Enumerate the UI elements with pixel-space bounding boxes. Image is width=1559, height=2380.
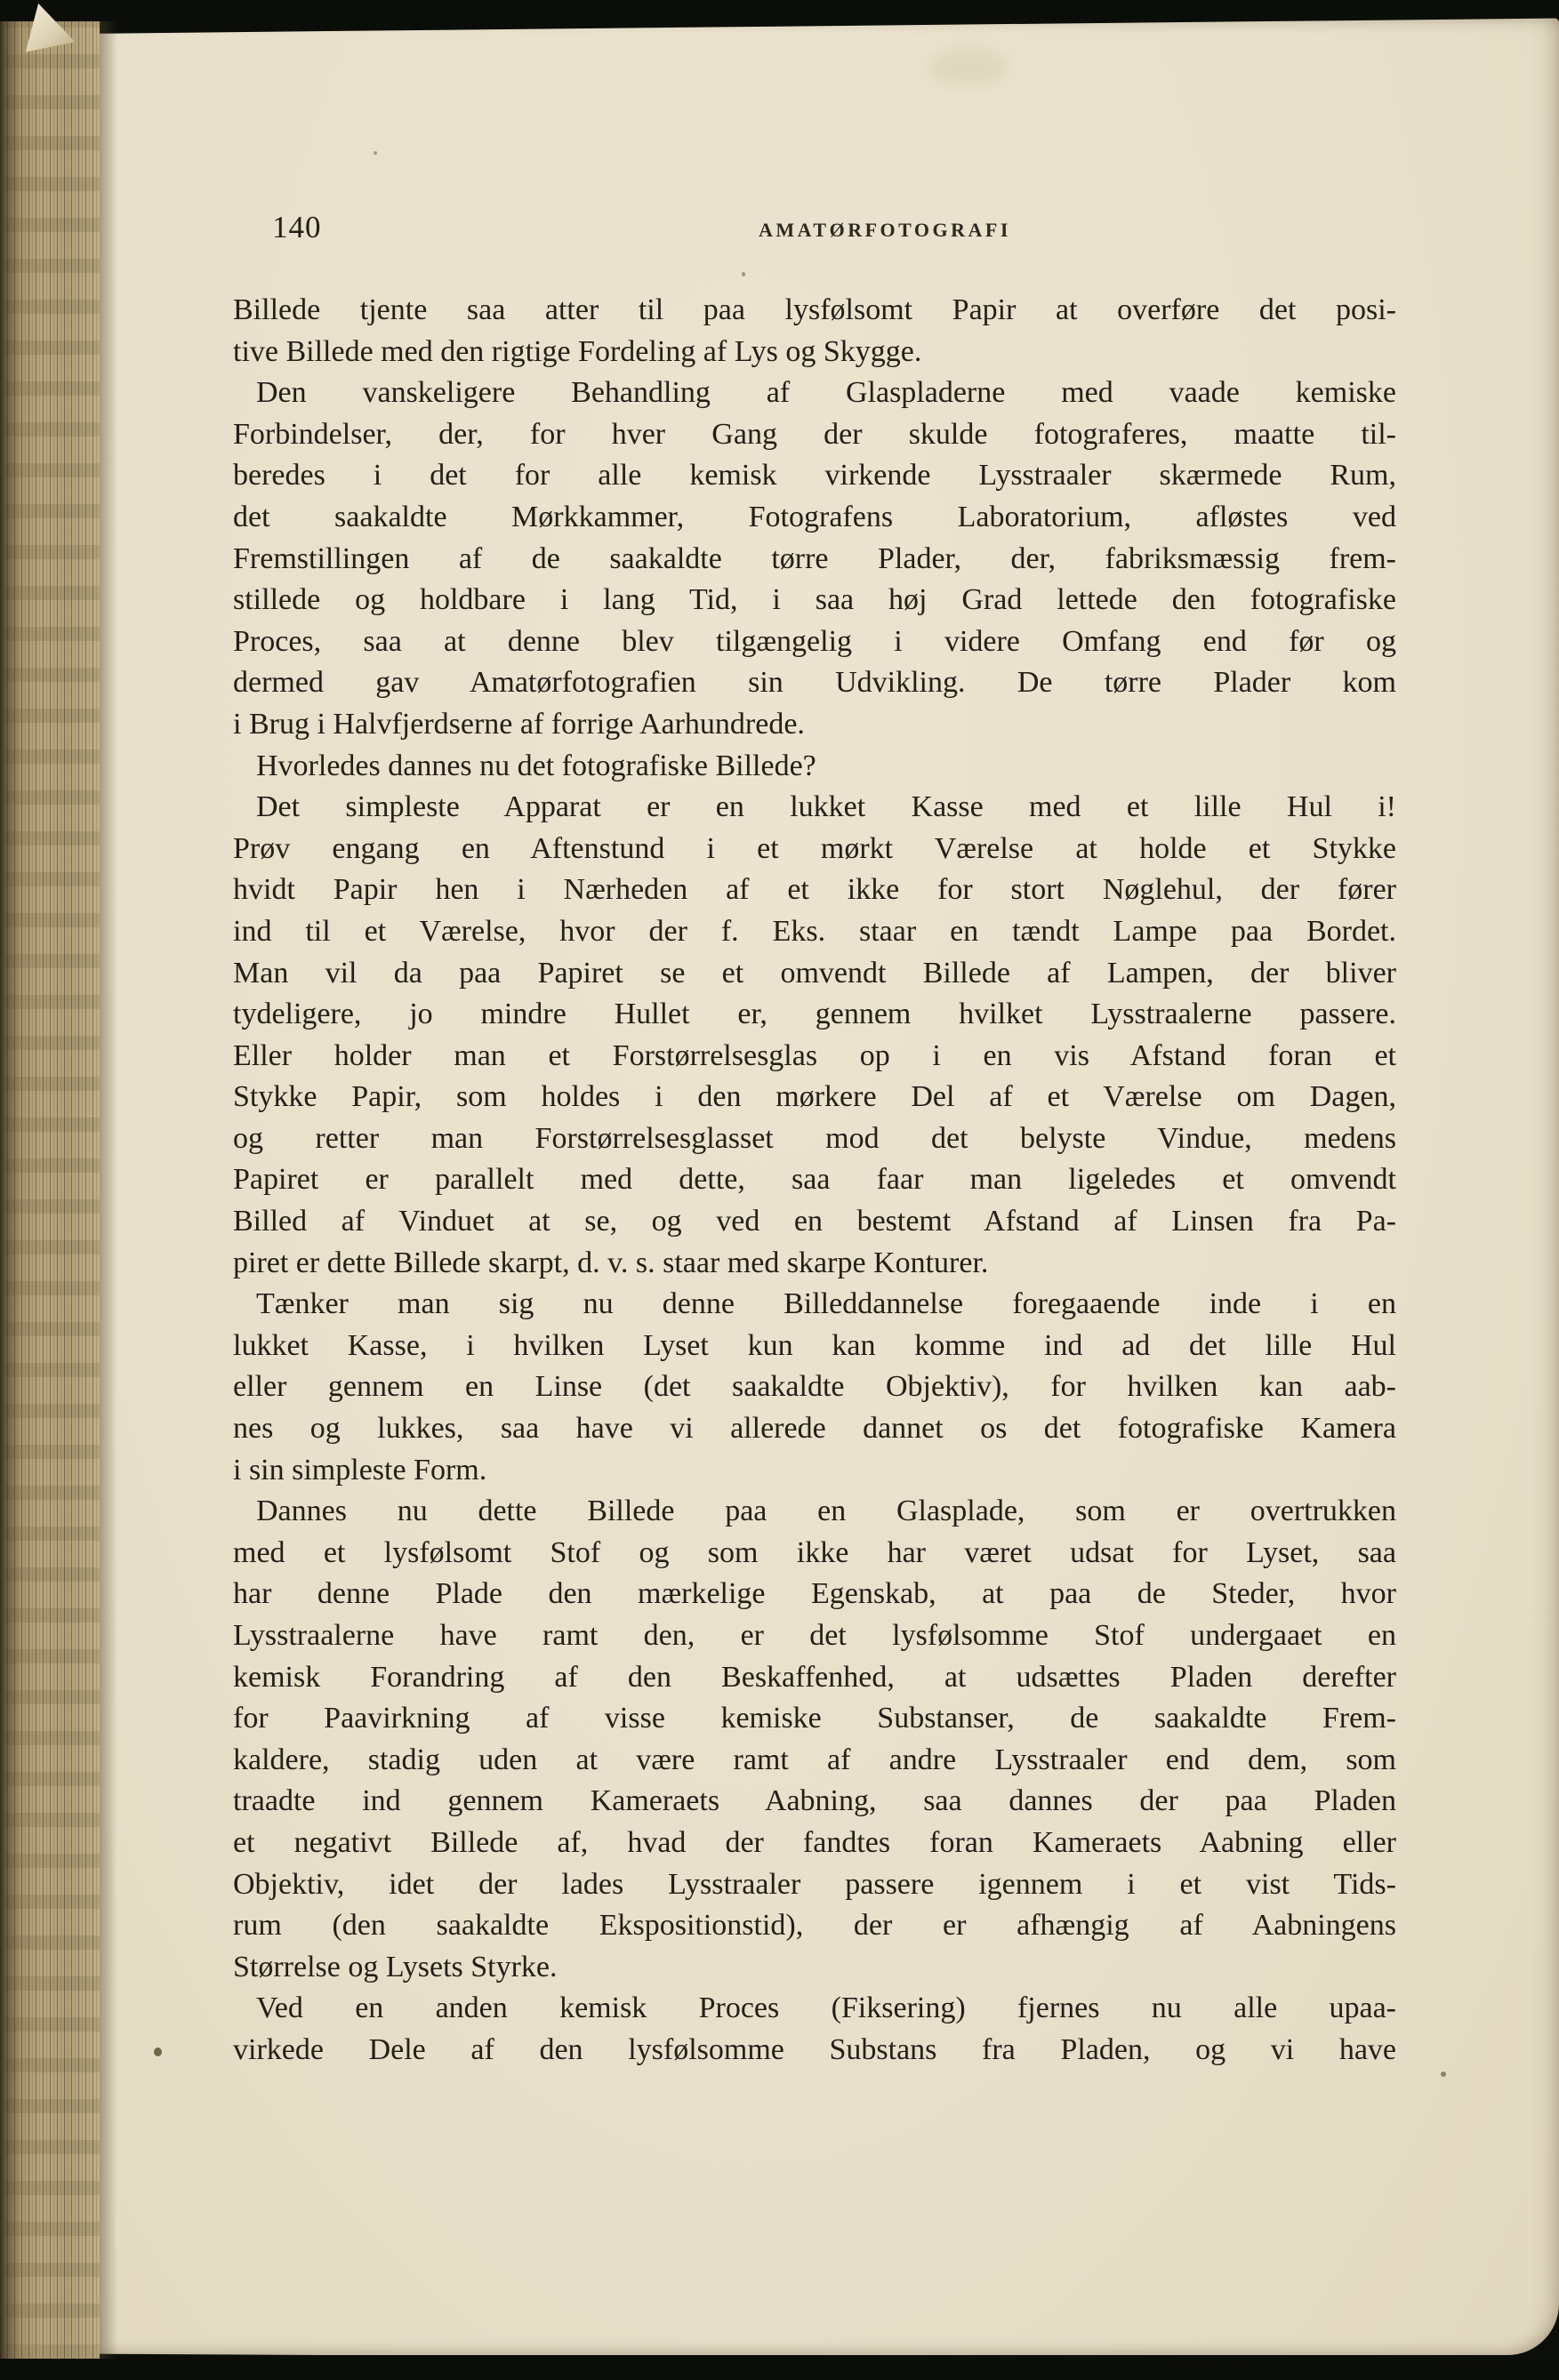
text-line: Fremstillingen af de saakaldte tørre Plader, der, fabriksmæssig frem- <box>233 541 1396 575</box>
text-line: traadte ind gennem Kameraets Aabning, saa dannes der paa Pladen <box>233 1784 1396 1818</box>
text-line: et negativt Billede af, hvad der fandtes foran Kameraets Aabning eller <box>233 1825 1396 1859</box>
text-line: lukket Kasse, i hvilken Lyset kun kan komme ind ad det lille Hul <box>233 1328 1396 1362</box>
text-line: Prøv engang en Aftenstund i et mørkt Værelse at holde et Stykke <box>233 831 1396 865</box>
text-line: Forbindelser, der, for hver Gang der skulde fotograferes, maatte til- <box>233 417 1396 451</box>
text-line: hvidt Papir hen i Nærheden af et ikke for stort Nøglehul, der fører <box>233 873 1396 907</box>
text-line: Billed af Vinduet at se, og ved en bestemt Afstand af Linsen fra Pa- <box>233 1205 1396 1238</box>
text-line: beredes i det for alle kemisk virkende Lysstraaler skærmede Rum, <box>233 459 1396 493</box>
text-line: det saakaldte Mørkkammer, Fotografens Laboratorium, afløstes ved <box>233 500 1396 533</box>
text-line: Objektiv, idet der lades Lysstraaler passere igennem i et vist Tids- <box>233 1867 1396 1901</box>
paper-speck <box>1441 2071 1446 2077</box>
paper-speck <box>154 2047 162 2056</box>
text-line: kemisk Forandring af den Beskaffenhed, at udsættes Pladen derefter <box>233 1660 1396 1694</box>
text-line: dermed gav Amatørfotografien sin Udvikling. De tørre Plader kom <box>233 666 1396 700</box>
text-line: rum (den saakaldte Ekspositionstid), der er afhængig af Aabningens <box>233 1909 1396 1943</box>
text-line: Den vanskeligere Behandling af Glaspladerne med vaade kemiske <box>256 376 1396 410</box>
text-line: med et lysfølsomt Stof og som ikke har været udsat for Lyset, saa <box>233 1535 1396 1569</box>
text-line: og retter man Forstørrelsesglasset mod det belyste Vindue, medens <box>233 1121 1396 1155</box>
text-line: har denne Plade den mærkelige Egenskab, at paa de Steder, hvor <box>233 1577 1396 1611</box>
text-line: for Paavirkning af visse kemiske Substanser, de saakaldte Frem- <box>233 1702 1396 1735</box>
text-line: eller gennem en Linse (det saakaldte Objektiv), for hvilken kan aab- <box>233 1370 1396 1404</box>
text-line: Tænker man sig nu denne Billeddannelse foregaaende inde i en <box>256 1287 1396 1321</box>
text-line: Hvorledes dannes nu det fotografiske Billede? <box>256 749 816 782</box>
page-number: 140 <box>272 210 322 244</box>
text-line: kaldere, stadig uden at være ramt af andre Lysstraaler end dem, som <box>233 1743 1396 1776</box>
running-header: AMATØRFOTOGRAFI <box>759 219 1011 241</box>
text-line: Ved en anden kemisk Proces (Fiksering) fjernes nu alle upaa- <box>256 1991 1396 2025</box>
text-line: Papiret er parallelt med dette, saa faar man ligeledes et omvendt <box>233 1163 1396 1197</box>
text-line: tydeligere, jo mindre Hullet er, gennem hvilket Lysstraalerne passere. <box>233 998 1396 1031</box>
text-line: Størrelse og Lysets Styrke. <box>233 1950 558 1983</box>
text-line: piret er dette Billede skarpt, d. v. s. staar med skarpe Konturer. <box>233 1246 989 1279</box>
text-line: Det simpleste Apparat er en lukket Kasse med et lille Hul i! <box>256 790 1396 824</box>
text-line: Billede tjente saa atter til paa lysfølsomt Papir at overføre det posi- <box>233 293 1396 326</box>
text-line: i sin simpleste Form. <box>233 1453 487 1486</box>
text-block <box>233 290 1396 2071</box>
text-line: Eller holder man et Forstørrelsesglas op i en vis Afstand foran et <box>233 1038 1396 1072</box>
paper-speck <box>742 272 745 276</box>
text-line: virkede Dele af den lysfølsomme Substans fra Pladen, og vi have <box>233 2032 1396 2066</box>
paper-stain <box>928 46 1009 87</box>
text-line: ind til et Værelse, hvor der f. Eks. staar en tændt Lampe paa Bordet. <box>233 914 1396 948</box>
bottom-background-band <box>0 2353 1559 2380</box>
text-line: Stykke Papir, som holdes i den mørkere Del af et Værelse om Dagen, <box>233 1080 1396 1114</box>
text-line: stillede og holdbare i lang Tid, i saa høj Grad lettede den fotografiske <box>233 583 1396 617</box>
page-edge-shadow <box>100 21 117 2359</box>
book-fore-edge <box>0 21 100 2359</box>
text-line: nes og lukkes, saa have vi allerede dannet os det fotografiske Kamera <box>233 1412 1396 1446</box>
text-line: Dannes nu dette Billede paa en Glasplade, som er overtrukken <box>256 1495 1396 1528</box>
text-line: tive Billede med den rigtige Fordeling af Lys og Skygge. <box>233 334 922 368</box>
text-line: i Brug i Halvfjerdserne af forrige Aarhundrede. <box>233 707 805 741</box>
text-line: Proces, saa at denne blev tilgængelig i videre Omfang end før og <box>233 624 1396 658</box>
paper-speck <box>374 151 377 155</box>
text-line: Lysstraalerne have ramt den, er det lysfølsomme Stof undergaaet en <box>233 1619 1396 1652</box>
text-line: Man vil da paa Papiret se et omvendt Billede af Lampen, der bliver <box>233 956 1396 990</box>
